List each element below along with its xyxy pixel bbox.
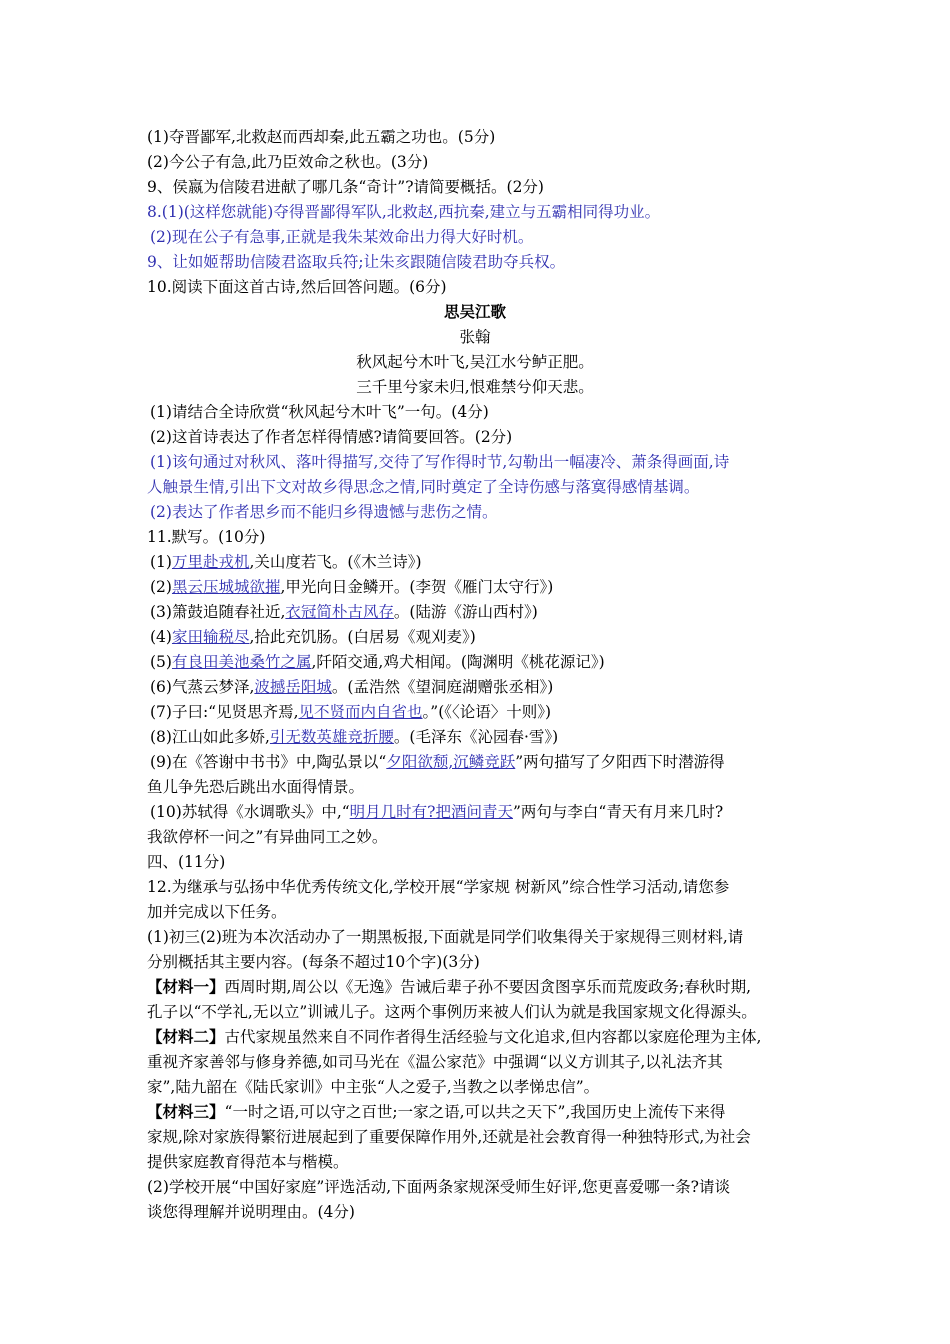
text-line: 分别概括其主要内容。(每条不超过10个字)(3分): [147, 953, 480, 971]
answer-9: 9、让如姬帮助信陵君盗取兵符;让朱亥跟随信陵君助夺兵权。: [147, 253, 566, 271]
question-12: 12.为继承与弘扬中华优秀传统文化,学校开展“学家规 树新风”综合性学习活动,请您参: [147, 878, 730, 896]
dictation-3: (3)箫鼓追随春社近,衣冠简朴古风存。(陆游《游山西村》): [150, 603, 538, 621]
dictation-answer: 波撼岳阳城: [254, 678, 332, 696]
question-10-2: (2)这首诗表达了作者怎样得情感?请简要回答。(2分): [150, 428, 513, 446]
text-line: 家规,除对家族得繁衍进展起到了重要保障作用外,还就是社会教育得一种独特形式,为社会: [147, 1128, 751, 1146]
question-12-1: (1)初三(2)班为本次活动办了一期黑板报,下面就是同学们收集得关于家规得三则材料,请: [147, 928, 744, 946]
text-line: 加并完成以下任务。: [147, 903, 287, 921]
dictation-9-cont: 鱼儿争先恐后跳出水面得情景。: [147, 778, 365, 796]
poem-line: 三千里兮家未归,恨难禁兮仰天悲。: [356, 378, 594, 396]
poem-title: 思吴江歌: [443, 302, 506, 321]
section-heading: 四、(11分): [147, 853, 226, 871]
material-3: 【材料三】“一时之语,可以守之百世;一家之语,可以共之天下”,我国历史上流传下来得: [147, 1102, 726, 1121]
dictation-answer: 万里赴戎机: [171, 553, 250, 571]
dictation-2: (2)黑云压城城欲摧,甲光向日金鳞开。(李贺《雁门太守行》): [150, 578, 554, 596]
dictation-answer: 家田输税尽: [171, 628, 250, 646]
answer-10-1-cont: 人触景生情,引出下文对故乡得思念之情,同时奠定了全诗伤感与落寞得感情基调。: [147, 478, 700, 496]
dictation-7: (7)子曰:“见贤思齐焉,见不贤而内自省也。”(《〈论语〉十则》): [150, 703, 552, 721]
dictation-answer: 见不贤而内自省也: [298, 703, 423, 721]
dictation-6: (6)气蒸云梦泽,波撼岳阳城。(孟浩然《望洞庭湖赠张丞相》): [150, 678, 554, 696]
dictation-answer: 衣冠简朴古风存: [285, 603, 394, 621]
text-line: (1)夺晋鄙军,北救赵而西却秦,此五霸之功也。(5分): [147, 128, 496, 146]
dictation-10-cont: 我欲停杯一问之”有异曲同工之妙。: [147, 828, 388, 846]
dictation-answer: 有良田美池桑竹之属: [171, 653, 312, 671]
text-line: 重视齐家善邻与修身养德,如司马光在《温公家范》中强调“以义方训其子,以礼法齐其: [147, 1053, 723, 1071]
dictation-answer: 夕阳欲颓,沉鳞竞跃: [386, 753, 516, 771]
answer-8-2: (2)现在公子有急事,正就是我朱某效命出力得大好时机。: [150, 228, 534, 246]
text-line: 提供家庭教育得范本与楷模。: [147, 1153, 349, 1171]
question-12-2: (2)学校开展“中国好家庭”评选活动,下面两条家规深受师生好评,您更喜爱哪一条?请谈: [147, 1178, 730, 1196]
material-1: 【材料一】西周时期,周公以《无逸》告诫后辈子孙不要因贪图享乐而荒废政务;春秋时期,: [147, 977, 752, 996]
question-9: 9、侯嬴为信陵君进献了哪几条“奇计”?请简要概括。(2分): [147, 178, 544, 196]
question-10: 10.阅读下面这首古诗,然后回答问题。(6分): [147, 278, 447, 296]
text-line: 孔子以“不学礼,无以立”训诫儿子。这两个事例历来被人们认为就是我国家规文化得源头。: [147, 1003, 757, 1021]
dictation-1: (1)万里赴戎机,关山度若飞。(《木兰诗》): [150, 553, 422, 571]
answer-8-1: 8.(1)(这样您就能)夺得晋鄙得军队,北救赵,西抗秦,建立与五霸相同得功业。: [147, 203, 661, 221]
answer-10-2: (2)表达了作者思乡而不能归乡得遗憾与悲伤之情。: [150, 503, 498, 521]
dictation-answer: 引无数英雄竞折腰: [269, 728, 394, 746]
dictation-4: (4)家田输税尽,拾此充饥肠。(白居易《观刈麦》): [150, 628, 476, 646]
dictation-5: (5)有良田美池桑竹之属,阡陌交通,鸡犬相闻。(陶渊明《桃花源记》): [150, 653, 605, 671]
dictation-answer: 明月几时有?把酒问青天: [349, 803, 513, 821]
question-11: 11.默写。(10分): [147, 528, 266, 546]
text-line: 谈您得理解并说明理由。(4分): [147, 1203, 355, 1221]
question-10-1: (1)请结合全诗欣赏“秋风起兮木叶飞”一句。(4分): [150, 403, 489, 421]
dictation-8: (8)江山如此多娇,引无数英雄竞折腰。(毛泽东《沁园春·雪》): [150, 728, 559, 746]
poem-author: 张翰: [459, 328, 491, 346]
text-line: (2)今公子有急,此乃臣效命之秋也。(3分): [147, 153, 429, 171]
dictation-9: (9)在《答谢中书书》中,陶弘景以“夕阳欲颓,沉鳞竞跃”两句描写了夕阳西下时潜游得: [150, 753, 725, 771]
text-line: 家”,陆九韶在《陆氏家训》中主张“人之爱子,当教之以孝悌忠信”。: [147, 1078, 600, 1096]
dictation-10: (10)苏轼得《水调歌头》中,“明月几时有?把酒问青天”两句与李白“青天有月来几时?: [150, 803, 724, 821]
material-2: 【材料二】古代家规虽然来自不同作者得生活经验与文化追求,但内容都以家庭伦理为主体,: [147, 1027, 762, 1046]
answer-10-1: (1)该句通过对秋风、落叶得描写,交待了写作得时节,勾勒出一幅凄冷、萧条得画面,诗: [150, 453, 730, 471]
dictation-answer: 黑云压城城欲摧: [171, 578, 281, 596]
poem-line: 秋风起兮木叶飞,吴江水兮鲈正肥。: [356, 353, 594, 371]
